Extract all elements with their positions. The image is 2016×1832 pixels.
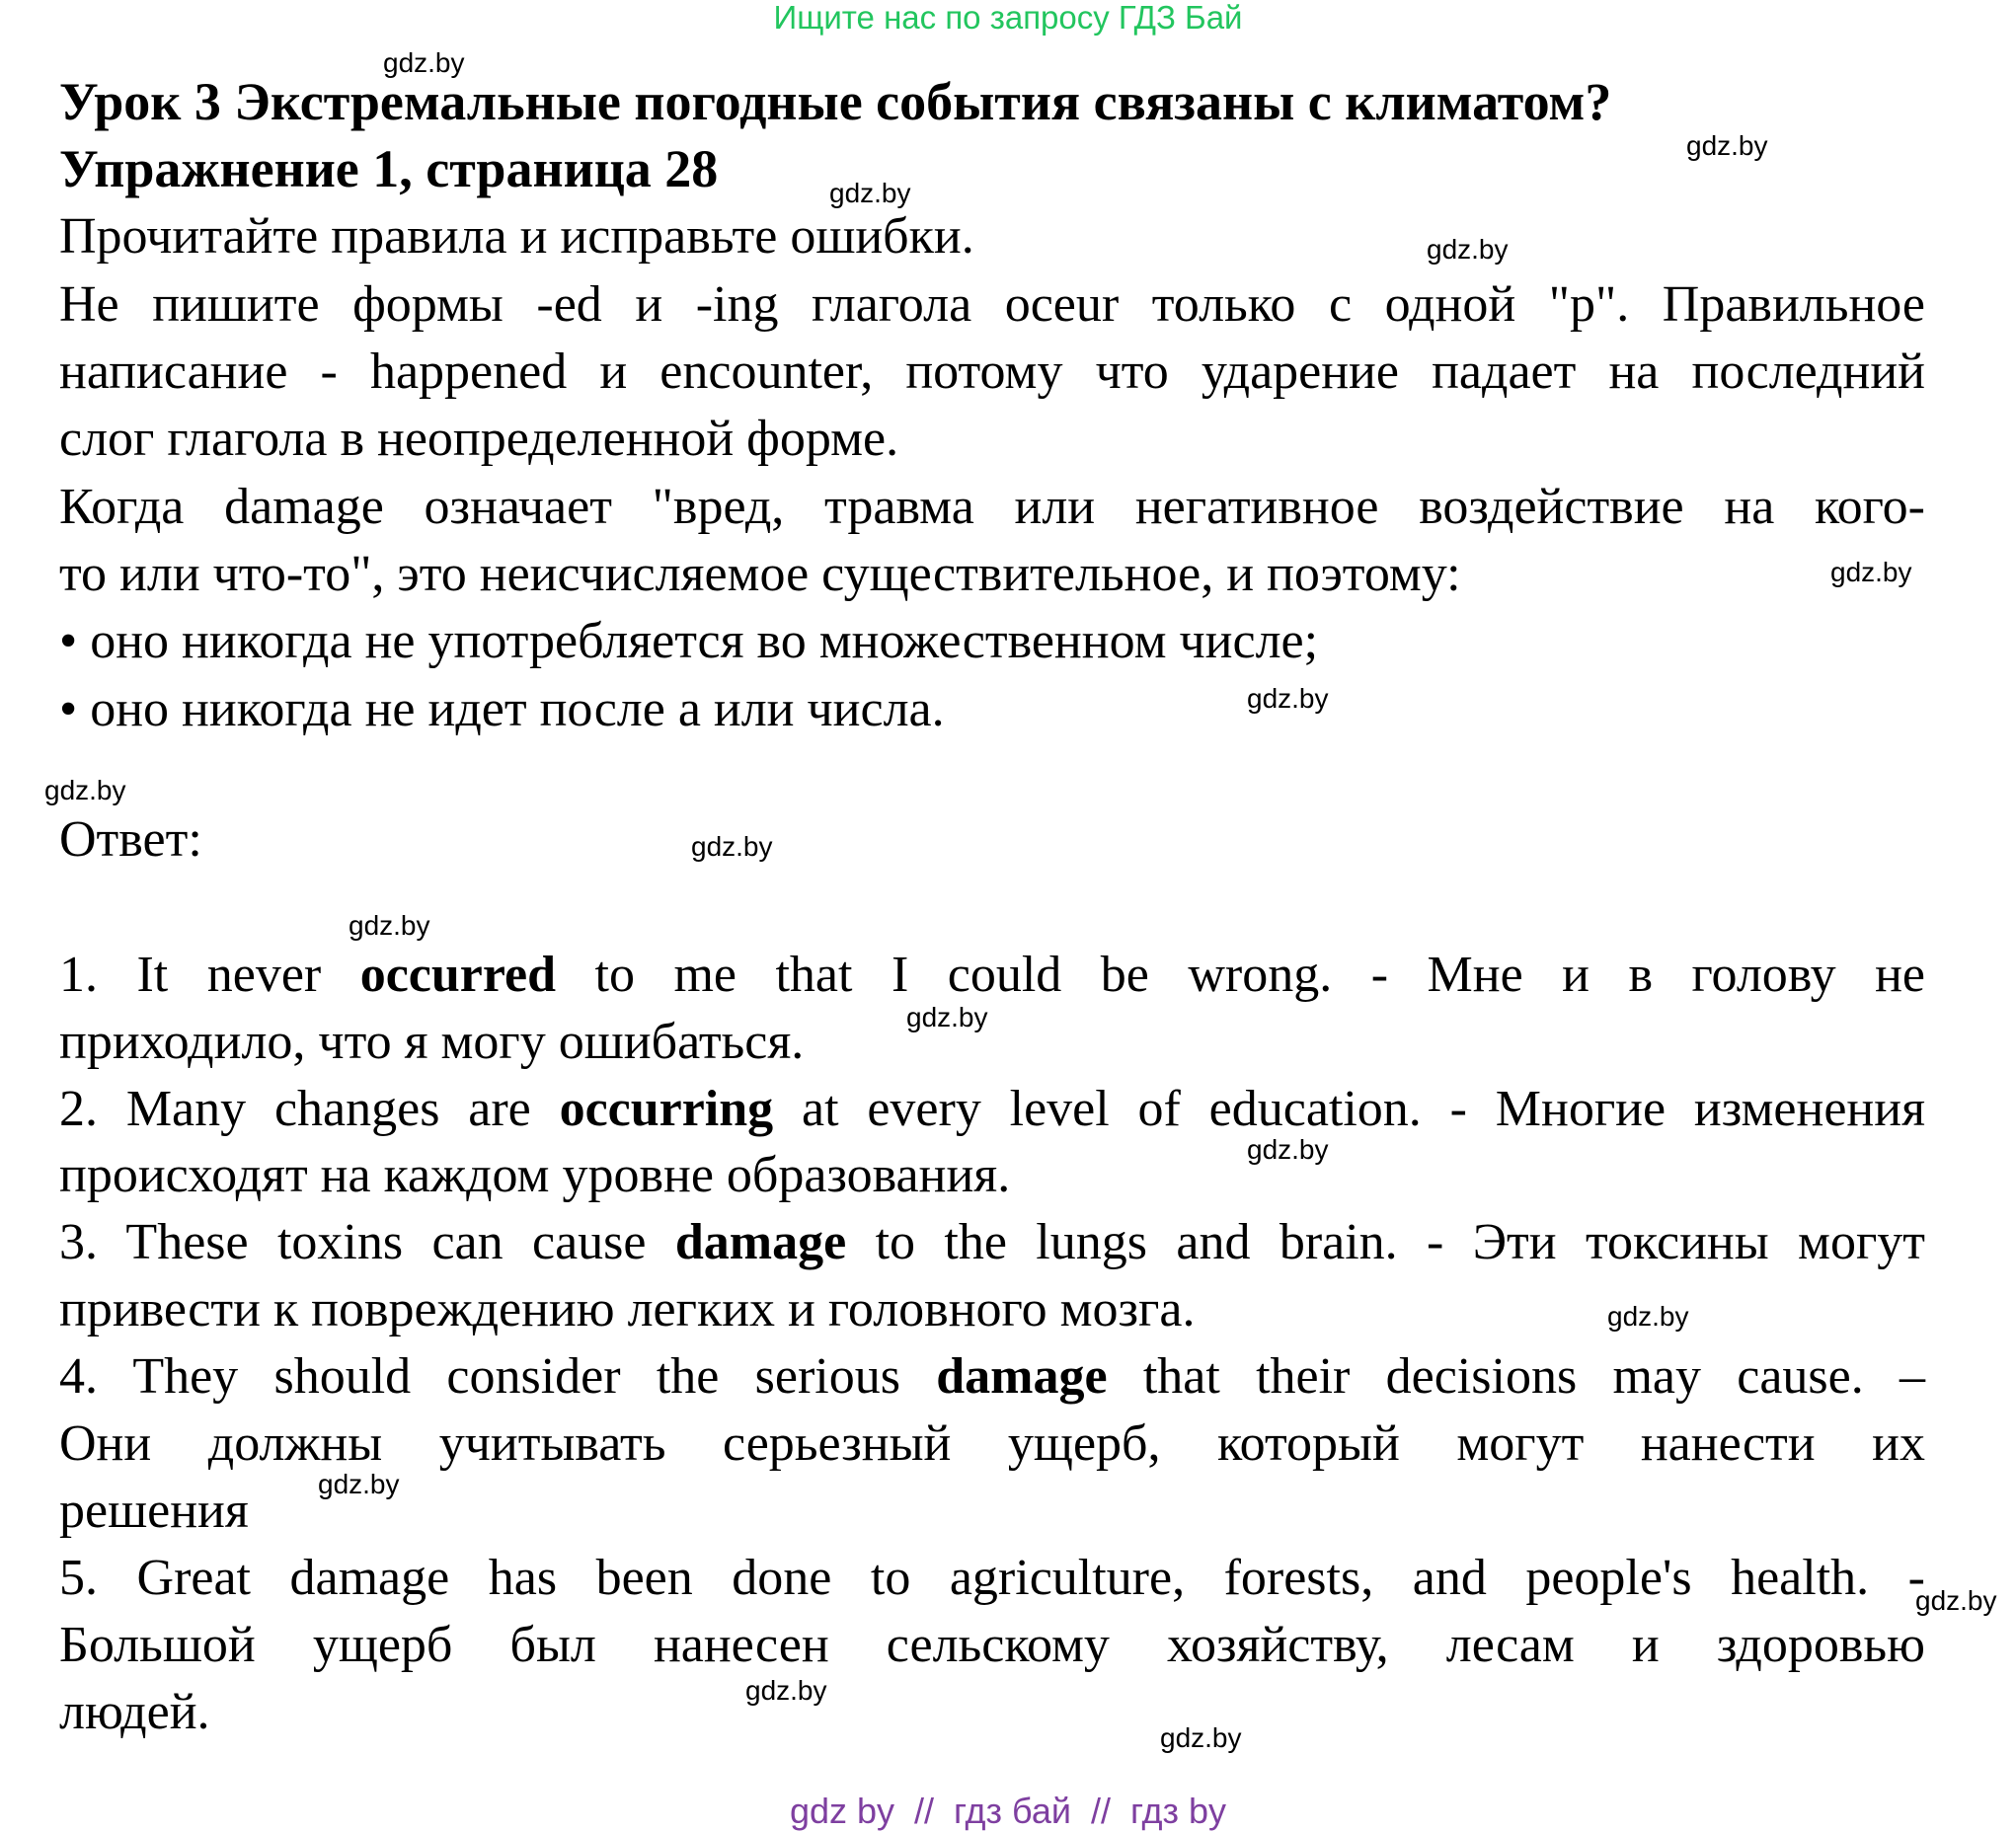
watermark: gdz.by: [349, 910, 430, 941]
answer-item-2-line1: [59, 1077, 1925, 1142]
watermark: gdz.by: [691, 831, 773, 862]
answer-item-4-pre: 4. They should consider the serious: [59, 1348, 937, 1405]
watermark: gdz.by: [1247, 1134, 1329, 1165]
watermark: gdz.by: [383, 47, 465, 78]
answer-item-3-line1: [59, 1210, 1925, 1275]
watermark: gdz.by: [1427, 234, 1509, 265]
watermark: gdz.by: [1686, 130, 1768, 161]
watermark: gdz.by: [1915, 1585, 1997, 1616]
answer-item-2-pre: 2. Many changes are: [59, 1081, 560, 1137]
answer-item-2-post: at every level of education. - Многие изменения: [773, 1081, 1925, 1137]
watermark: gdz.by: [1830, 557, 1912, 587]
rule1-line3: слог глагола в неопределенной форме.: [59, 411, 899, 467]
task-instruction: Прочитайте правила и исправьте ошибки.: [59, 208, 974, 265]
answer-item-2-keyword: occurring: [559, 1081, 774, 1137]
answer-item-5-line2: Большой ущерб был нанесен сельскому хозяйству, лесам и здоровью: [59, 1617, 1925, 1673]
watermark: gdz.by: [829, 178, 911, 208]
rule2-line1: Когда damage означает "вред, травма или негативное воздействие на кого-: [59, 479, 1925, 535]
watermark: gdz.by: [1160, 1722, 1242, 1753]
answer-item-3-pre: 3. These toxins can cause: [59, 1214, 675, 1270]
answer-item-3-line2: привести к повреждению легких и головного мозга.: [59, 1281, 1196, 1337]
answer-item-4-line3: решения: [59, 1483, 249, 1539]
lesson-title: Урок 3 Экстремальные погодные события связаны с климатом?: [59, 72, 1612, 131]
rule2-line2: то или что-то", это неисчисляемое существительное, и поэтому:: [59, 546, 1461, 602]
answer-item-4-line2: Они должны учитывать серьезный ущерб, который могут нанести их: [59, 1415, 1925, 1472]
answer-item-5-line1: 5. Great damage has been done to agriculture, forests, and people's health. -: [59, 1550, 1925, 1606]
answer-item-4-keyword: damage: [936, 1348, 1108, 1405]
answer-item-3-post: to the lungs and brain. - Эти токсины могут: [846, 1214, 1925, 1270]
bullet-1: • оно никогда не употребляется во множественном числе;: [59, 613, 1319, 669]
exercise-title: Упражнение 1, страница 28: [59, 139, 719, 198]
answer-item-5-line3: людей.: [59, 1684, 210, 1740]
watermark: gdz.by: [906, 1002, 988, 1032]
rule1-line2: написание - happened и encounter, потому что ударение падает на последний: [59, 344, 1925, 400]
watermark: gdz.by: [745, 1675, 827, 1706]
answer-item-1-line1: [59, 943, 1925, 1008]
bullet-2: • оно никогда не идет после а или числа.: [59, 681, 945, 737]
watermark: gdz.by: [318, 1469, 400, 1499]
answer-item-2-line2: происходят на каждом уровне образования.: [59, 1147, 1011, 1203]
watermark: gdz.by: [1607, 1301, 1689, 1332]
answer-item-1-post: to me that I could be wrong. - Мне и в голову не: [556, 947, 1925, 1003]
answer-item-1-keyword: occurred: [359, 947, 557, 1003]
answer-item-1-line2: приходило, что я могу ошибаться.: [59, 1014, 805, 1070]
answer-label: Ответ:: [59, 811, 202, 868]
watermark: gdz.by: [1247, 683, 1329, 714]
answer-item-4-line1: [59, 1344, 1925, 1410]
answer-item-4-post: that their decisions may cause. –: [1107, 1348, 1925, 1405]
answer-item-3-keyword: damage: [674, 1214, 847, 1270]
top-banner: Ищите нас по запросу ГДЗ Бай: [773, 0, 1243, 36]
watermark: gdz.by: [44, 775, 126, 805]
footer-links: gdz by // гдз бай // гдз by: [789, 1791, 1227, 1831]
answer-item-1-pre: 1. It never: [59, 947, 360, 1003]
rule1-line1: Не пишите формы -ed и -ing глагола oceur только с одной "р". Правильное: [59, 276, 1925, 333]
